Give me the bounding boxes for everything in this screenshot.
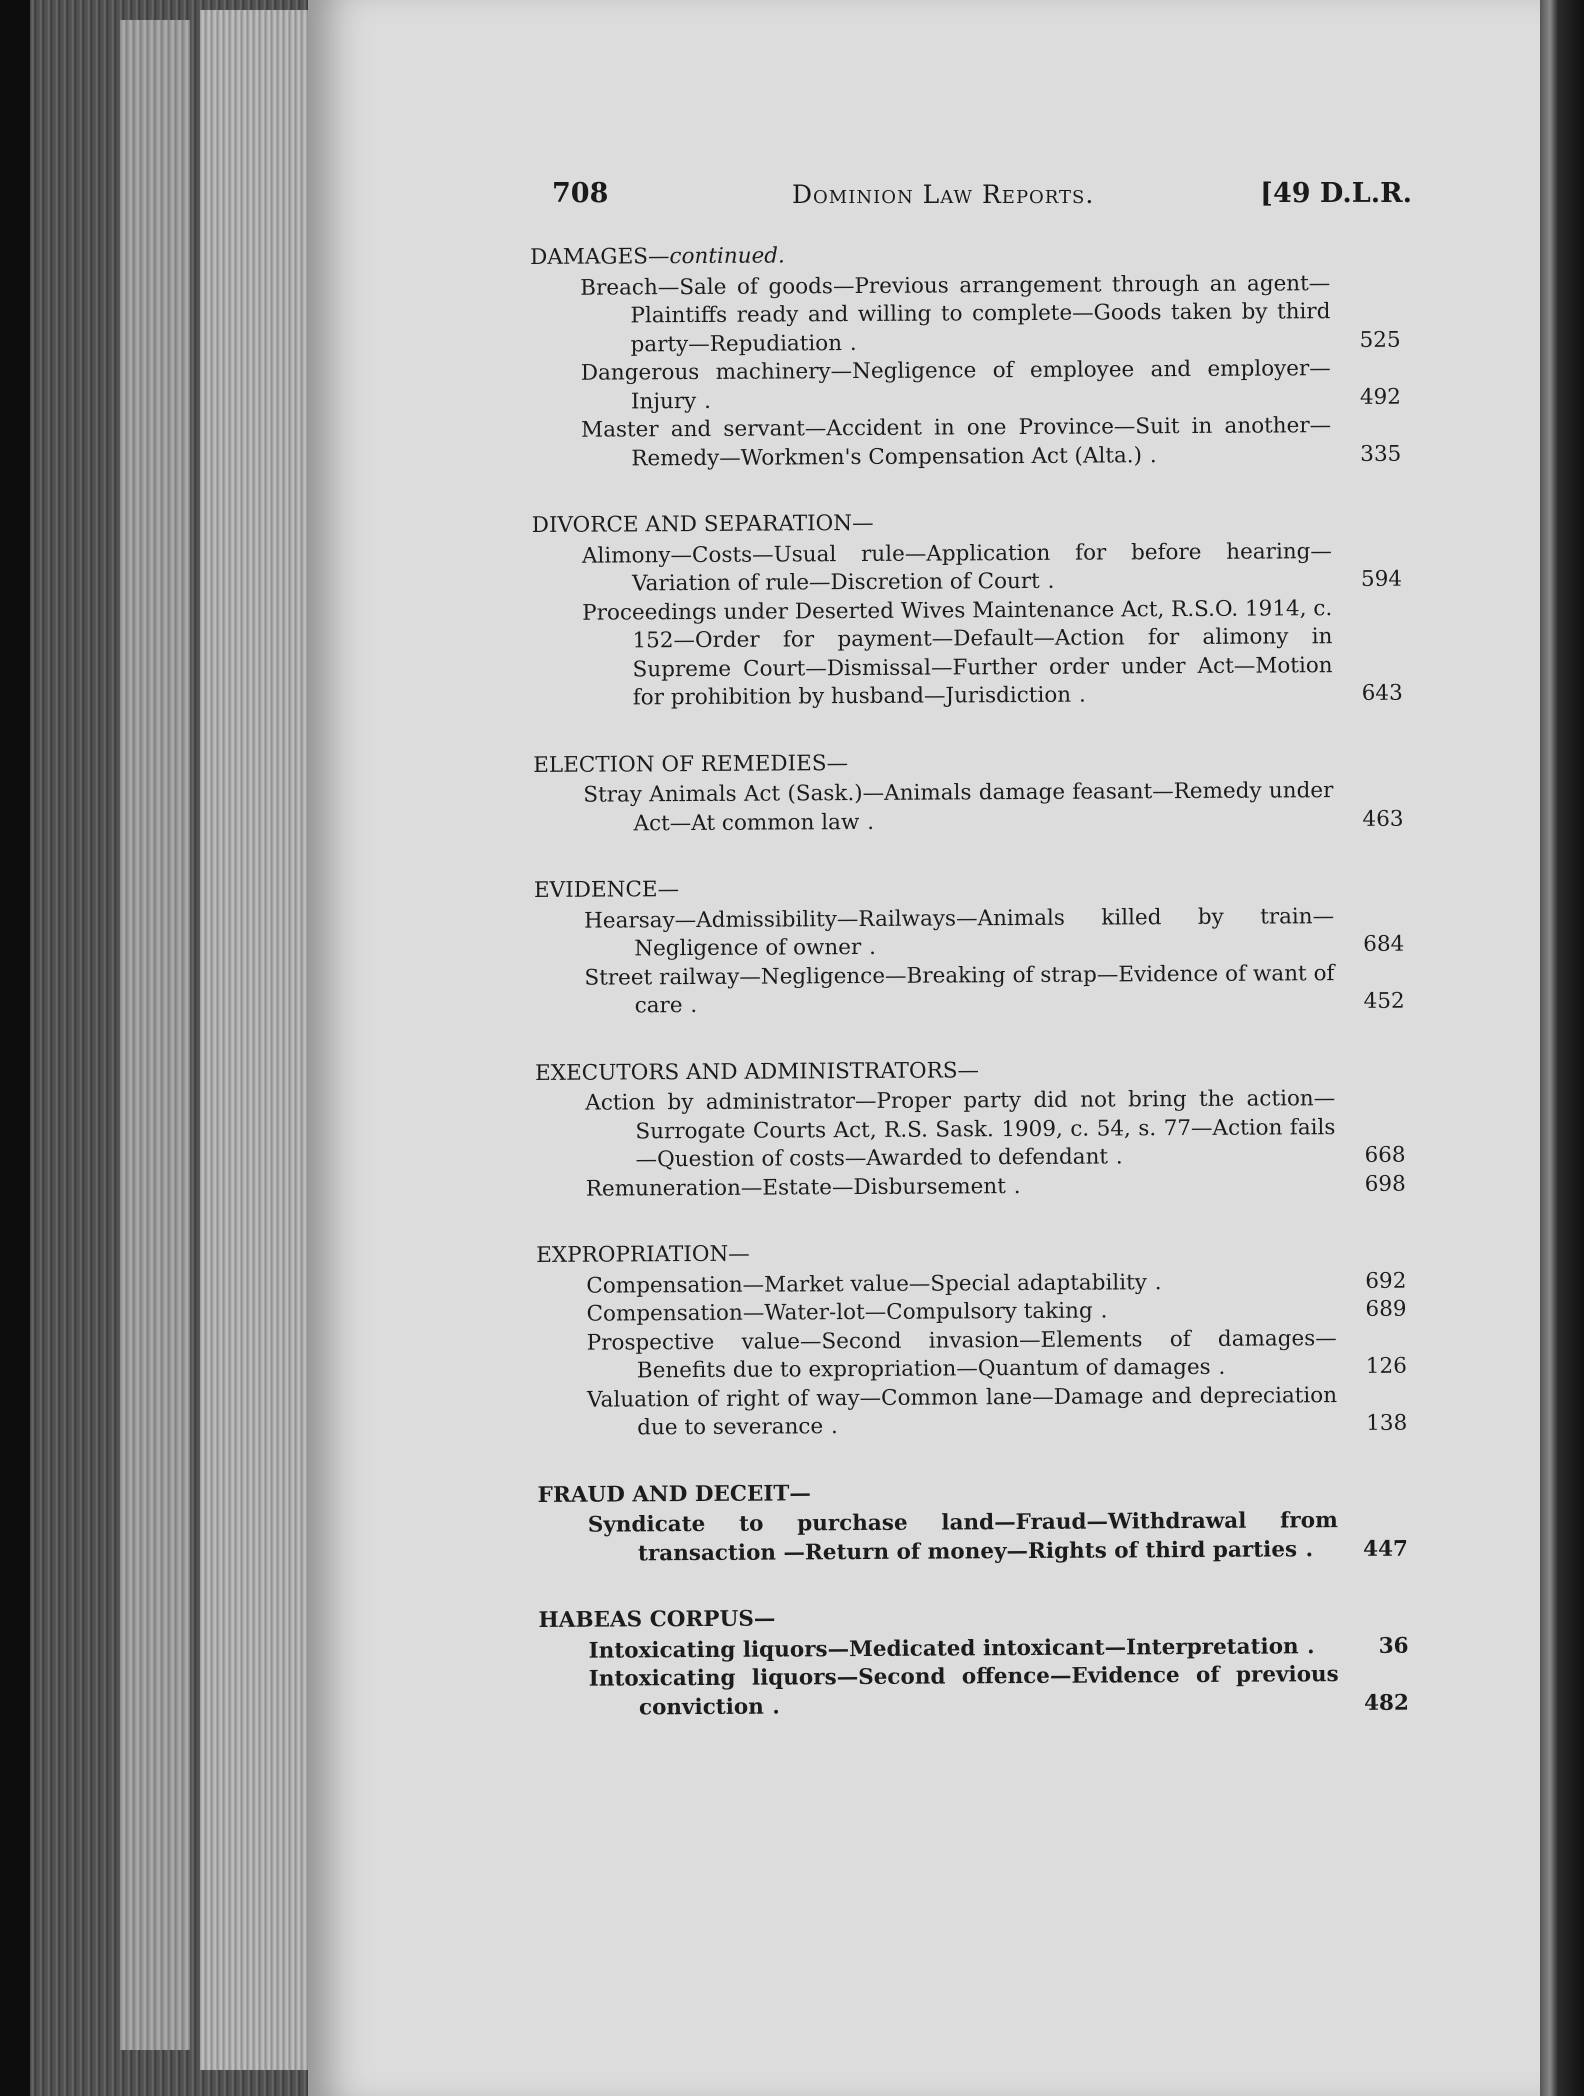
page-stack-band xyxy=(200,10,310,2070)
index-content xyxy=(530,239,1409,1761)
section-heading xyxy=(538,1476,1408,1510)
dot-leader: . xyxy=(1107,1144,1124,1170)
index-section xyxy=(534,872,1405,1022)
dot-leader: . xyxy=(1298,1633,1316,1659)
page-reference: 689 xyxy=(1365,1296,1407,1322)
entry-text: Remuneration—Estate—Disbursement xyxy=(585,1173,1006,1202)
page-reference: 594 xyxy=(1360,566,1403,592)
dot-leader: . xyxy=(1005,1173,1022,1199)
dot-leader: . xyxy=(1071,682,1087,708)
index-entry xyxy=(587,1324,1407,1386)
section-heading-text: EXECUTORS AND ADMINISTRATORS— xyxy=(534,1057,980,1086)
page-reference: 692 xyxy=(1365,1268,1407,1294)
entry-text: Stray Animals Act (Sask.)—Animals damage feasant—Remedy under Act—At common law xyxy=(583,778,1334,836)
section-heading-text: DIVORCE AND SEPARATION— xyxy=(531,510,874,538)
index-entry xyxy=(581,412,1401,474)
running-head xyxy=(552,178,1412,218)
section-heading-text: FRAUD AND DECEIT— xyxy=(537,1480,811,1508)
page-reference: 698 xyxy=(1364,1171,1406,1197)
section-heading xyxy=(536,1237,1406,1271)
index-entry xyxy=(585,1085,1406,1176)
section-heading-text: HABEAS CORPUS— xyxy=(538,1606,776,1633)
section-heading xyxy=(535,1054,1405,1088)
dot-leader: . xyxy=(841,330,858,356)
entry-text: Action by administrator—Proper party did not bring the action—Surrogate Courts Act, R.S. Sask. 1909, c. 54, s. 77—Action fails —Question of costs—Awarded to defendant xyxy=(585,1086,1336,1173)
entry-text: Proceedings under Deserted Wives Maintenance Act, R.S.O. 1914, c. 152—Order for payment—Default—Action for alimony in Supreme Court—Dismissal—Further order under Act—Motion for prohibition by husband—Jurisdiction xyxy=(582,595,1333,711)
dot-leader: . xyxy=(859,809,876,835)
index-section xyxy=(538,1476,1409,1569)
dot-leader: . xyxy=(682,992,699,1019)
entry-text: Syndicate to purchase land—Fraud—Withdrawal from transaction —Return of money—Rights of third parties xyxy=(587,1508,1338,1566)
entry-text: Prospective value—Second invasion—Elements of damages—Benefits due to expropriation—Quantum of damages xyxy=(586,1325,1337,1384)
entry-text: Compensation—Water-lot—Compulsory taking xyxy=(586,1298,1093,1327)
dot-leader: . xyxy=(763,1693,781,1720)
section-heading xyxy=(532,507,1402,541)
entry-text: Intoxicating liquors—Medicated intoxicant—Interpretation xyxy=(588,1633,1299,1664)
page-reference: 482 xyxy=(1363,1690,1410,1716)
dot-leader: . xyxy=(1039,568,1056,594)
index-entry xyxy=(583,777,1403,839)
entry-text: Valuation of right of way—Common lane—Damage and depreciation due to severance xyxy=(586,1382,1338,1441)
entry-text: Breach—Sale of goods—Previous arrangement through an agent—Plaintiffs ready and willing to complete—Goods taken by third party—Repudiation xyxy=(580,270,1331,357)
volume-label: [49 D.L.R. xyxy=(1260,178,1412,209)
index-entry xyxy=(582,537,1402,599)
index-section xyxy=(535,1054,1406,1204)
index-entry xyxy=(587,1381,1407,1443)
dot-leader: . xyxy=(1141,442,1158,468)
book-spine-edge xyxy=(1540,0,1584,2096)
index-entry xyxy=(584,959,1404,1021)
index-entry xyxy=(584,902,1404,964)
entry-text: Intoxicating liquors—Second offence—Evidence of previous conviction xyxy=(588,1662,1339,1720)
page-reference: 684 xyxy=(1363,931,1405,957)
entry-text: Dangerous machinery—Negligence of employee and employer—Injury xyxy=(580,356,1331,414)
index-section xyxy=(532,507,1403,714)
entry-text: Hearsay—Admissibility—Railways—Animals killed by train—Negligence of owner xyxy=(584,903,1335,962)
dot-leader: . xyxy=(1296,1536,1315,1562)
section-heading xyxy=(530,239,1400,273)
index-section xyxy=(530,239,1401,474)
page-reference: 492 xyxy=(1359,384,1402,410)
page-reference: 668 xyxy=(1364,1142,1406,1168)
page-reference: 447 xyxy=(1363,1536,1409,1562)
page-reference: 36 xyxy=(1378,1633,1409,1659)
page-number: 708 xyxy=(552,178,609,209)
dot-leader: . xyxy=(861,934,877,960)
index-entry xyxy=(588,1507,1408,1569)
section-heading xyxy=(533,746,1403,780)
page-reference: 643 xyxy=(1361,680,1403,706)
entry-text: Alimony—Costs—Usual rule—Application for before hearing—Variation of rule—Discretion of Court xyxy=(581,538,1332,597)
page-stack-band xyxy=(120,20,190,2050)
section-heading-text: DAMAGES— xyxy=(530,244,670,270)
page-reference: 335 xyxy=(1360,441,1402,467)
entry-text: Compensation—Market value—Special adaptability xyxy=(586,1269,1147,1299)
section-heading-text: EXPROPRIATION— xyxy=(536,1241,750,1268)
index-section xyxy=(533,746,1404,839)
index-entry xyxy=(580,269,1401,360)
section-heading-text: EVIDENCE— xyxy=(533,877,680,903)
book-page-edges xyxy=(30,0,330,2096)
journal-title: Dominion Law Reports. xyxy=(792,180,1095,209)
section-heading xyxy=(534,872,1404,906)
section-heading-text: ELECTION OF REMEDIES— xyxy=(533,750,849,778)
index-entry xyxy=(586,1170,1406,1204)
dot-leader: . xyxy=(823,1414,839,1440)
page-reference: 452 xyxy=(1363,988,1405,1014)
dot-leader: . xyxy=(1146,1269,1163,1295)
index-entry xyxy=(589,1661,1409,1723)
index-entry xyxy=(581,355,1401,417)
page-reference: 126 xyxy=(1365,1353,1407,1379)
page-reference: 138 xyxy=(1366,1410,1408,1436)
index-section xyxy=(536,1237,1407,1444)
dot-leader: . xyxy=(1210,1354,1227,1380)
page-reference: 463 xyxy=(1362,806,1404,832)
dot-leader: . xyxy=(696,388,712,414)
index-section xyxy=(538,1602,1409,1723)
dot-leader: . xyxy=(1092,1298,1109,1324)
page-reference: 525 xyxy=(1359,327,1401,353)
continued-label: continued. xyxy=(669,243,785,270)
index-entry xyxy=(582,594,1403,713)
entry-text: Street railway—Negligence—Breaking of strap—Evidence of want of care xyxy=(584,960,1335,1019)
entry-text: Master and servant—Accident in one Province—Suit in another—Remedy—Workmen's Compensation Act (Alta.) xyxy=(581,413,1332,471)
section-heading xyxy=(538,1602,1408,1636)
